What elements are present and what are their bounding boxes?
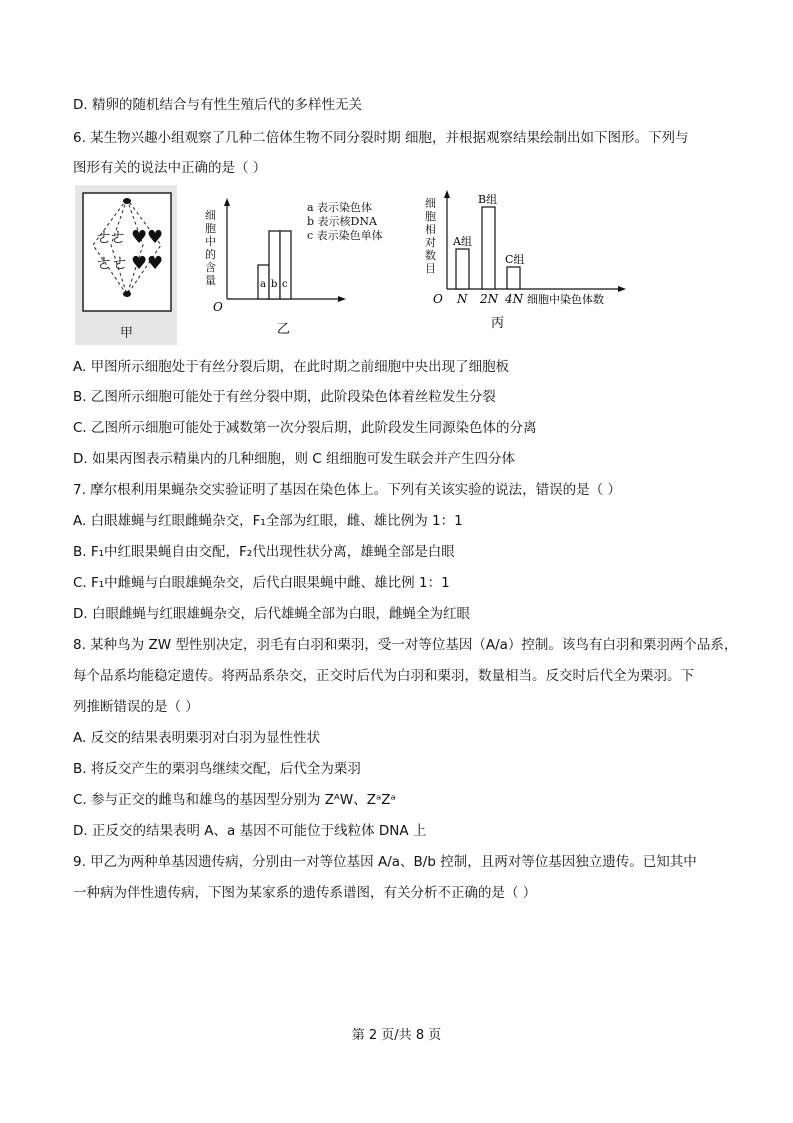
figure-jia <box>75 185 177 345</box>
yi-legend-a: a 表示染色体 <box>307 201 373 214</box>
svg-text:ㄜ: ㄜ <box>111 253 129 274</box>
bing-group-label-c: C组 <box>505 253 525 266</box>
bing-origin: O <box>433 292 443 306</box>
q6-figures <box>75 185 635 345</box>
svg-text:♥: ♥ <box>147 227 164 248</box>
bing-group-label-b: B组 <box>478 193 498 206</box>
q9-stem-line1: 9. 甲乙为两种单基因遗传病，分别由一对等位基因 A/a、B/b 控制，且两对等位基因独立遗传。已知其中 <box>73 854 697 870</box>
q6-option-c: C. 乙图所示细胞可能处于减数第一次分裂后期，此阶段发生同源染色体的分离 <box>73 420 537 436</box>
q6-option-b: B. 乙图所示细胞可能处于有丝分裂中期，此阶段染色体着丝粒发生分裂 <box>73 389 496 405</box>
yi-bar-label-a: a <box>260 279 266 290</box>
yi-ylabel-char: 胞 <box>205 222 216 235</box>
yi-ylabel-char: 含 <box>205 261 216 274</box>
bing-xlabel: 细胞中染色体数 <box>527 293 604 306</box>
q9-stem-line2: 一种病为伴性遗传病，下图为某家系的遗传系谱图，有关分析不正确的是（ ） <box>73 885 537 901</box>
q7-stem: 7. 摩尔根利用果蝇杂交实验证明了基因在染色体上。下列有关该实验的说法，错误的是（ ） <box>73 482 621 498</box>
bing-bar-b <box>482 207 495 289</box>
bing-ylabel-char: 对 <box>425 236 436 249</box>
bing-ylabel-char: 数 <box>425 249 436 262</box>
q8-stem-line3: 列推断错误的是（ ） <box>73 699 199 715</box>
q8-option-b: B. 将反交产生的栗羽鸟继续交配，后代全为栗羽 <box>73 761 361 777</box>
figure-bing-caption: 丙 <box>491 316 505 331</box>
yi-legend-b: b 表示核DNA <box>307 215 377 228</box>
q7-option-b: B. F₁中红眼果蝇自由交配，F₂代出现性状分离，雄蝇全部是白眼 <box>73 544 455 560</box>
bing-tick-n: N <box>457 292 468 306</box>
bing-bar-a <box>456 249 469 289</box>
q6-option-a: A. 甲图所示细胞处于有丝分裂后期，在此时期之前细胞中央出现了细胞板 <box>73 359 510 375</box>
figure-yi-caption: 乙 <box>277 322 291 337</box>
bing-ylabel-char: 细 <box>425 197 436 210</box>
q8-stem-line1: 8. 某种鸟为 ZW 型性别决定，羽毛有白羽和栗羽，受一对等位基因（A/a）控制。该鸟有白羽和栗羽两个品系， <box>73 637 738 653</box>
yi-bar-label-b: b <box>271 279 278 290</box>
q7-option-d: D. 白眼雌蝇与红眼雄蝇杂交，后代雄蝇全部为白眼，雌蝇全为红眼 <box>73 606 470 622</box>
q6-option-d: D. 如果丙图表示精巢内的几种细胞，则 C 组细胞可发生联会并产生四分体 <box>73 451 515 467</box>
svg-text:♥: ♥ <box>131 253 148 274</box>
svg-text:ㄜ: ㄜ <box>95 227 113 248</box>
bing-ylabel-char: 相 <box>425 223 436 236</box>
q8-stem-line2: 每个品系均能稳定遗传。将两品系杂交，正交时后代为白羽和栗羽，数量相当。反交时后代全为栗羽。下 <box>73 668 694 684</box>
q6-stem-line2: 图形有关的说法中正确的是（ ） <box>73 160 267 176</box>
q8-option-c: C. 参与正交的雌鸟和雄鸟的基因型分别为 ZᴬW、ZᵃZᵃ <box>73 792 396 808</box>
q8-option-d: D. 正反交的结果表明 A、a 基因不可能位于线粒体 DNA 上 <box>73 823 427 839</box>
figure-yi <box>205 198 383 337</box>
yi-ylabel-char: 量 <box>205 274 216 287</box>
figure-jia-caption: 甲 <box>120 326 134 341</box>
yi-ylabel-char: 的 <box>205 248 216 261</box>
bing-bar-c <box>507 267 520 289</box>
q8-option-a: A. 反交的结果表明栗羽对白羽为显性性状 <box>73 730 321 746</box>
bing-ylabel-char: 胞 <box>425 210 436 223</box>
q7-option-a: A. 白眼雄蝇与红眼雌蝇杂交，F₁全部为红眼，雌、雄比例为 1：1 <box>73 513 463 529</box>
yi-ylabel-char: 细 <box>205 209 216 222</box>
page-footer: 第 2 页/共 8 页 <box>351 1028 442 1043</box>
q6-stem-line1: 6. 某生物兴趣小组观察了几种二倍体生物不同分裂时期 细胞，并根据观察结果绘制出如下图形。下列与 <box>73 130 689 146</box>
bing-tick-4n: 4N <box>505 292 524 306</box>
yi-legend-c: c 表示染色单体 <box>307 229 383 242</box>
q6-figures-svg <box>75 185 635 345</box>
svg-text:ㄜ: ㄜ <box>95 253 113 274</box>
q5-option-d: D. 精卵的随机结合与有性生殖后代的多样性无关 <box>73 97 362 113</box>
yi-bar-label-c: c <box>282 279 288 290</box>
svg-text:♥: ♥ <box>131 227 148 248</box>
bing-group-label-a: A组 <box>453 235 472 248</box>
bing-tick-2n: 2N <box>480 292 499 306</box>
q7-option-c: C. F₁中雌蝇与白眼雄蝇杂交，后代白眼果蝇中雌、雄比例 1：1 <box>73 575 450 591</box>
svg-text:ㄜ: ㄜ <box>109 227 127 248</box>
yi-origin: O <box>213 300 223 314</box>
yi-ylabel-char: 中 <box>205 235 216 248</box>
bing-ylabel-char: 目 <box>425 262 436 275</box>
figure-bing <box>425 190 626 331</box>
svg-text:♥: ♥ <box>147 253 164 274</box>
